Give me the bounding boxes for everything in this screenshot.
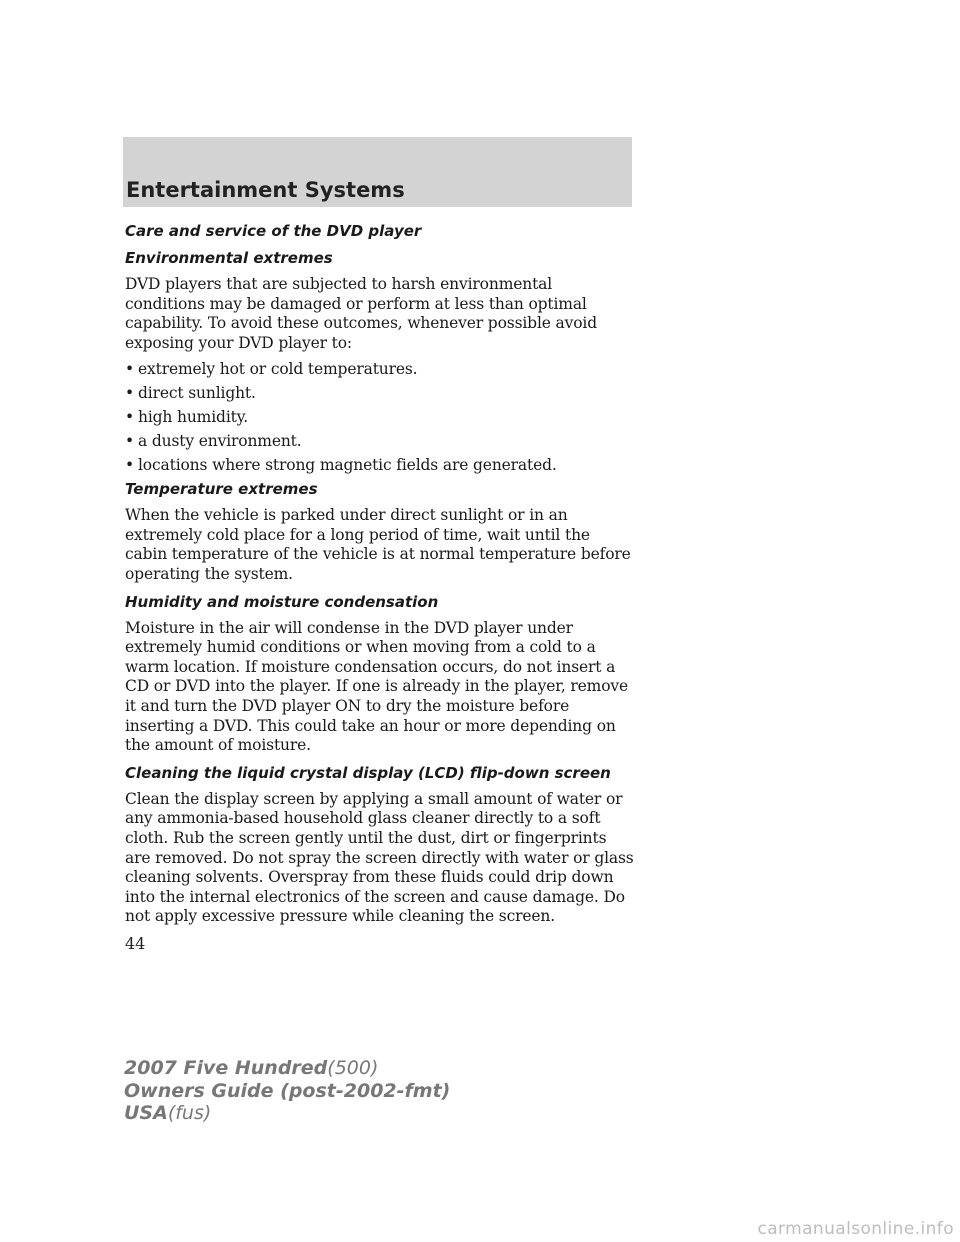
list-item <box>125 360 635 380</box>
list-item <box>125 408 635 428</box>
footer-model-name: 2007 Five Hundred <box>124 1057 328 1079</box>
bullet-text: a dusty environment. <box>138 431 302 450</box>
footer-guide-name: Owners Guide (post-2002-fmt) <box>124 1079 451 1102</box>
bullet-icon: • <box>125 431 134 450</box>
footer-market: USA <box>124 1102 168 1124</box>
environmental-bullet-list <box>125 360 635 475</box>
bullet-icon: • <box>125 360 134 379</box>
heading-temperature-extremes: Temperature extremes <box>125 480 318 499</box>
footer-line-market <box>124 1102 450 1125</box>
list-item <box>125 384 635 404</box>
bullet-text: extremely hot or cold temperatures. <box>138 360 418 379</box>
environmental-intro-paragraph: DVD players that are subjected to harsh environmental conditions may be damaged or perform at less than optimal capability. To avoid these outcomes, whenever possible avoid exposing your DVD player to: <box>125 275 598 352</box>
bullet-text: locations where strong magnetic fields are generated. <box>138 455 557 474</box>
heading-cleaning-lcd: Cleaning the liquid crystal display (LCD) flip-down screen <box>125 763 611 782</box>
document-footer <box>124 1057 450 1125</box>
bullet-icon: • <box>125 384 134 403</box>
heading-environmental-extremes: Environmental extremes <box>125 249 333 267</box>
bullet-icon: • <box>125 407 134 426</box>
list-item <box>125 456 635 476</box>
footer-line-model <box>124 1057 450 1080</box>
humidity-paragraph: Moisture in the air will condense in the DVD player under extremely humid conditions or when moving from a cold to a warm location. If moisture condensation occurs, do not insert a CD or DVD into the player. If one is already in the player, remove it and turn the DVD player ON to dry the moisture before inserting a DVD. This could take an hour or more depending on the amount of moisture. <box>125 618 629 755</box>
bullet-icon: • <box>125 455 134 474</box>
footer-line-guide <box>124 1080 450 1103</box>
cleaning-lcd-paragraph: Clean the display screen by applying a small amount of water or any ammonia-based household glass cleaner directly to a soft cloth. Rub the screen gently until the dust, dirt or fingerprints are removed. Do not spray the screen directly with water or glass cleaning solvents. Overspray from these fluids could drip down into the internal electronics of the screen and cause damage. Do not apply excessive pressure while cleaning the screen. <box>125 789 634 926</box>
temperature-paragraph: When the vehicle is parked under direct sunlight or in an extremely cold place for a long period of time, wait until the cabin temperature of the vehicle is at normal temperature before operating the system. <box>125 506 631 584</box>
page-number: 44 <box>125 934 146 953</box>
page-content <box>125 221 635 934</box>
heading-humidity-condensation: Humidity and moisture condensation <box>125 592 439 611</box>
footer-market-code: (fus) <box>167 1102 212 1124</box>
bullet-text: direct sunlight. <box>138 384 256 403</box>
footer-model-code: (500) <box>327 1057 379 1079</box>
section-title: Entertainment Systems <box>126 178 405 202</box>
list-item <box>125 432 635 452</box>
watermark: carmanualsonline.info <box>757 1219 954 1239</box>
bullet-text: high humidity. <box>138 407 249 426</box>
heading-care-service: Care and service of the DVD player <box>125 222 422 240</box>
